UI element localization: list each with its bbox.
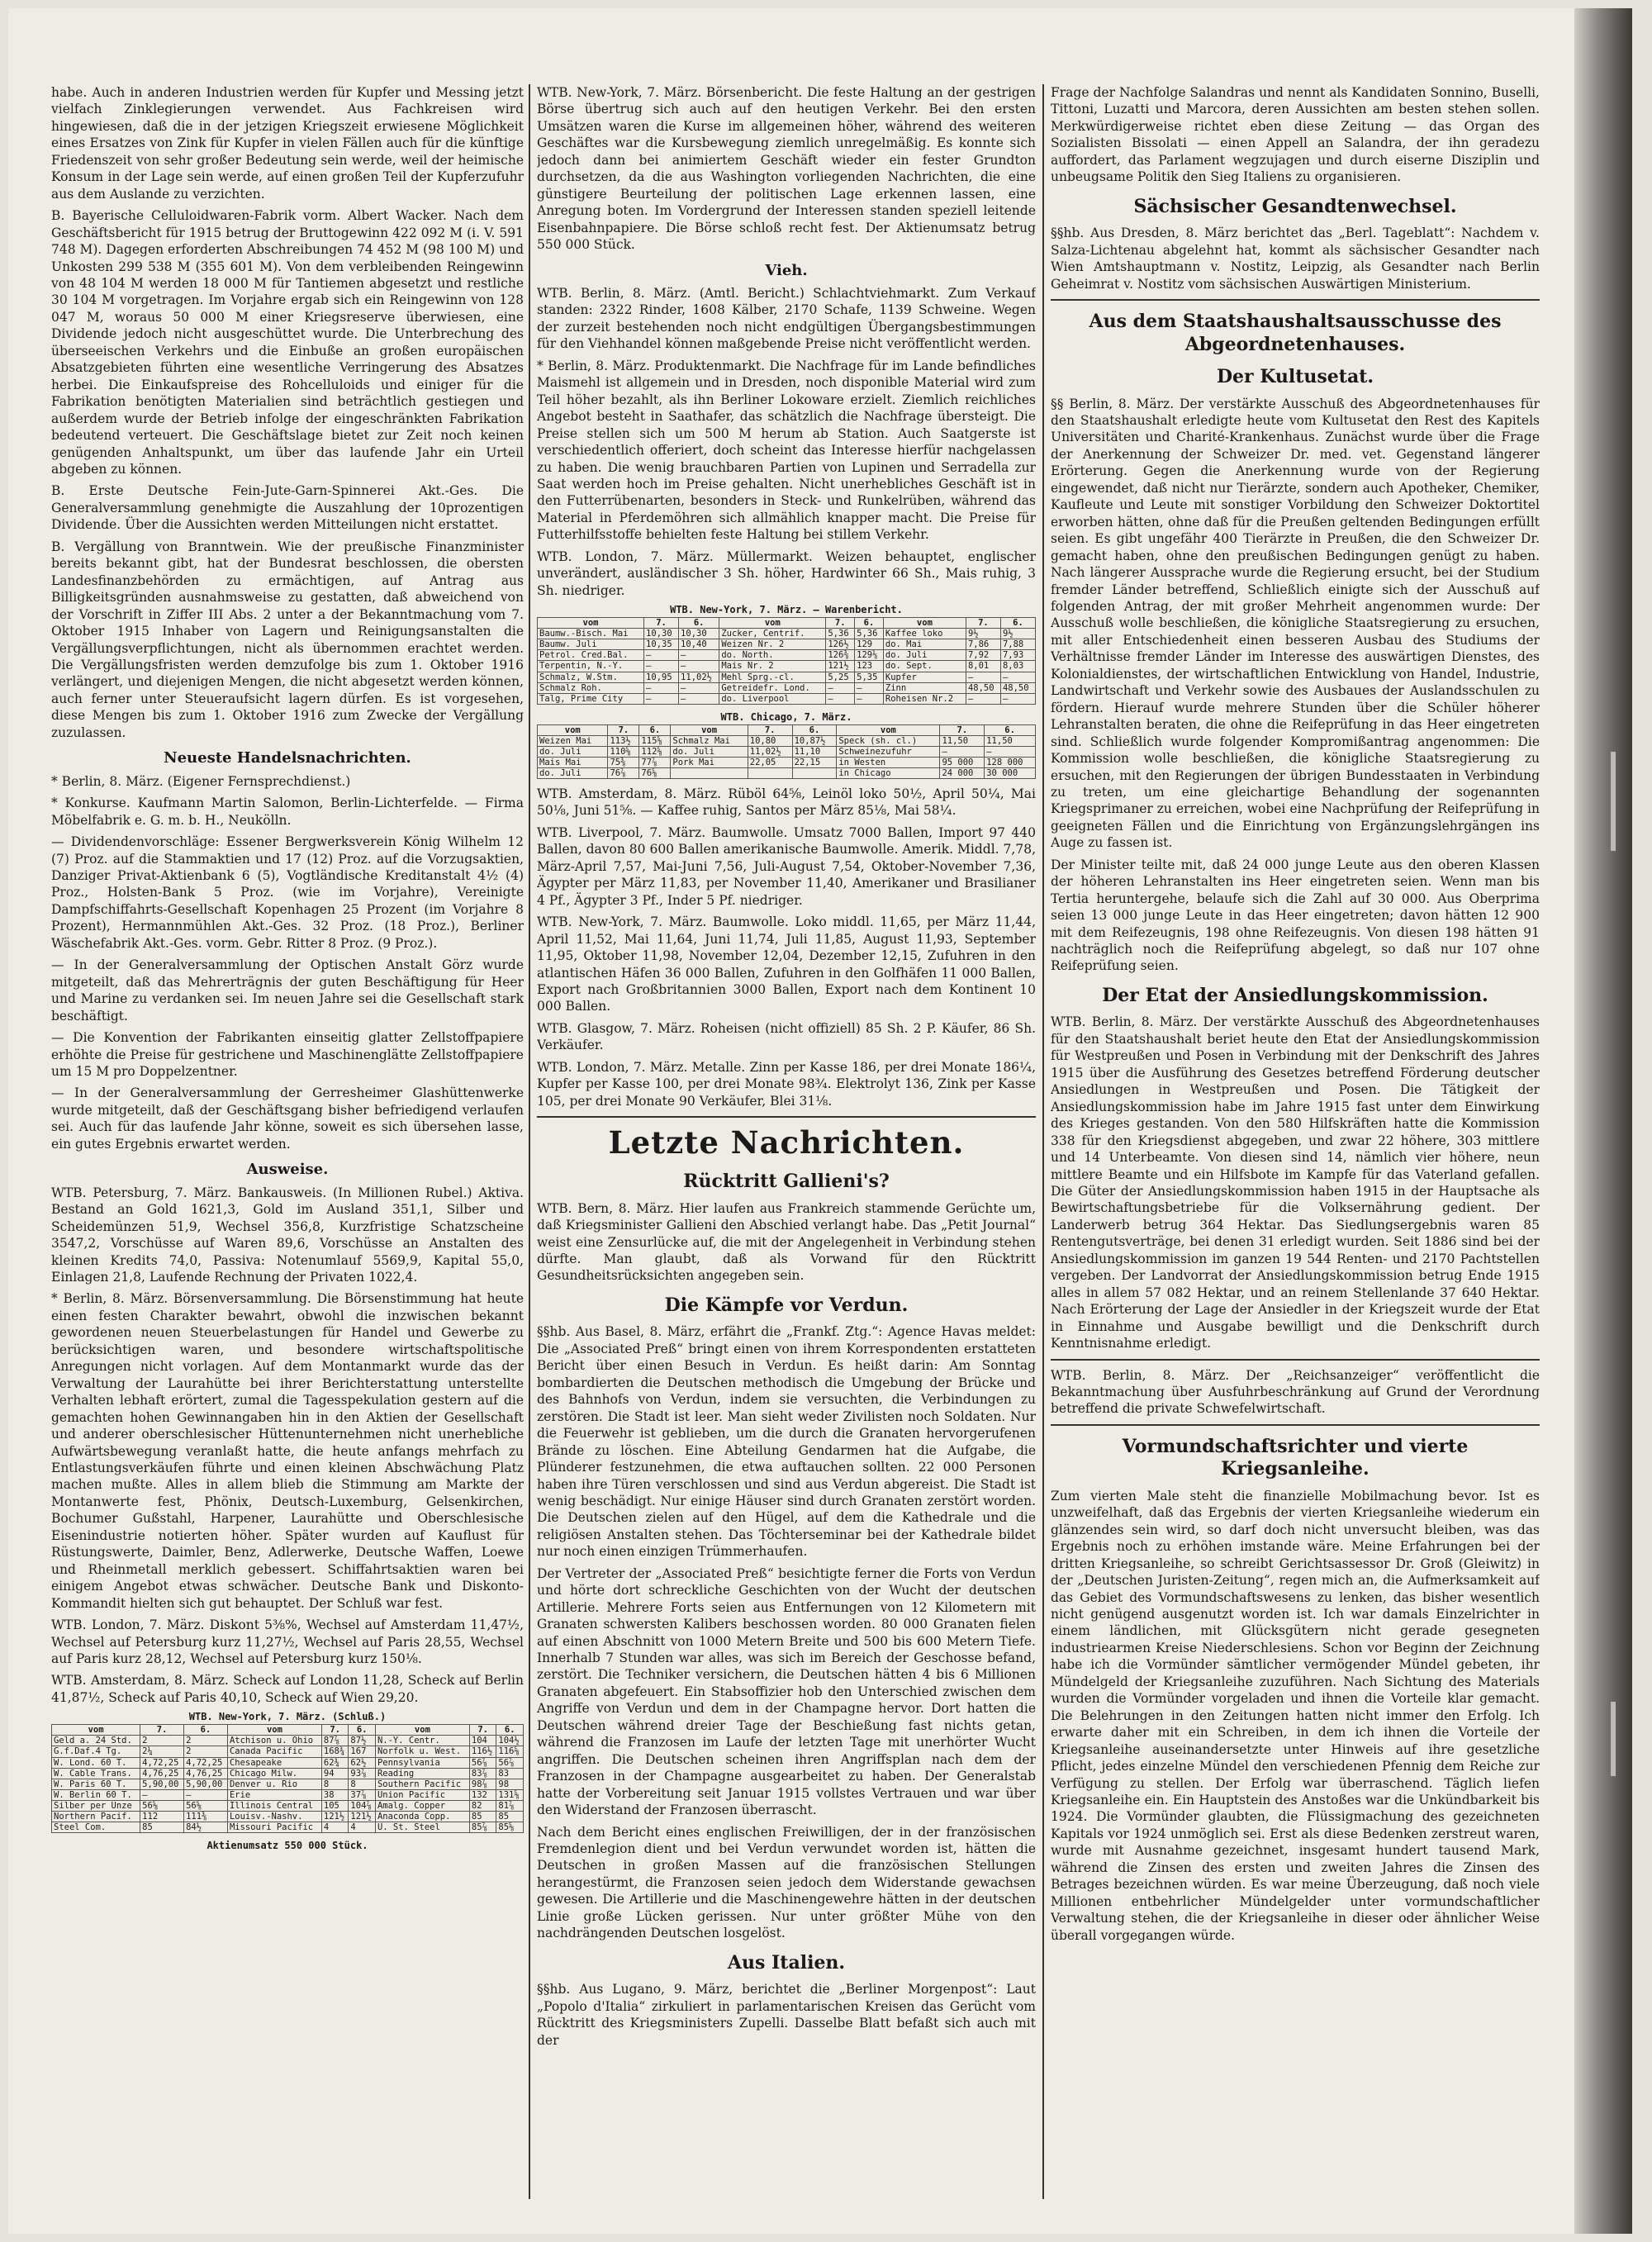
table-cell: — bbox=[644, 650, 679, 661]
page-edge-stripe bbox=[1611, 1702, 1616, 1776]
table-cell: Zinn bbox=[883, 682, 966, 693]
table-cell: 76⅝ bbox=[639, 767, 671, 778]
article-headline: Aus Italien. bbox=[727, 1951, 846, 1974]
table-cell: 5,36 bbox=[826, 629, 855, 639]
table-cell: 110⅝ bbox=[608, 746, 639, 757]
table-cell: Denver u. Rio bbox=[227, 1779, 321, 1789]
table-cell: Norfolk u. West. bbox=[375, 1746, 469, 1757]
table-row bbox=[52, 1757, 524, 1768]
table-cell: 7,88 bbox=[1000, 639, 1035, 650]
table-header-cell: 6. bbox=[496, 1725, 524, 1736]
article-paragraph: WTB. Petersburg, 7. März. Bankausweis. (In Millionen Rubel.) Aktiva. Bestand an Gold 1621,3, Gold im Ausland 351,1, Silber und Scheidemünzen 51,9, Wechsel 356,8, Kurzfristige Schatzscheine 3547,2, Vorschüsse auf Waren 89,6, Vorschüsse an Anstalten des kleinen Kredits 74,0, Passiva: Notenumlauf 5569,9, Kapital 55,0, Einlagen 21,8, Laufende Rechnung der Privaten 1022,4. bbox=[51, 1185, 524, 1285]
article-paragraph: Zum vierten Male steht die finanzielle Mobilmachung bevor. Ist es unzweifelhaft, daß das Ergebnis der vierten Kriegsanleihe wiederum ein glänzendes sein wird, so darf doch nicht unversucht bleiben, was das Ergebnis noch zu erhöhen imstande wäre. Meine Erfahrungen bei der dritten Kriegsanleihe, so schreibt Gerichtsassessor Dr. Groß (Gleiwitz) in der „Deutschen Juristen-Zeitung“, regen mich an, die Aufmerksamkeit auf das Gebiet des Vormundschaftswesens zu lenken, das bisher wesentlich nicht genügend ausgenutzt worden ist. Ich war damals Einzelrichter in einem ländlichen, mit Glücksgütern nicht gerade gesegneten industriearmen Kreise Niederschlesiens. Schon vor Beginn der Zeichnung habe ich die Vormünder sämtlicher vermögender Mündel gebeten, ihr Mündelgeld der Kriegsanleihe zuzuführen. Nach Sichtung des Materials wurden die Vormünder vorgeladen und ihnen die Vorteile klar gemacht. Die Belehrungen in den Zeitungen hatten nicht immer den Erfolg. Ich erwarte daher mit ein Schreiben, in dem ich ihnen die Vorteile der Kriegsanleihe auseinandersetzte unter Hinweis auf ihre gesetzliche Pflicht, jedes einzelne Mündel den verschiedenen Pfennig dem Reiche zur Verfügung zu stellen. Der Erfolg war überraschend. Täglich liefen Kriegsanleihe ein. Ein Hauptstein des Anstoßes war die Unkündbarkeit bis 1924. Die Vormünder glaubten, die Flüssigmachung des gezeichneten Kapitals vor 1924 unmöglich sei. Erst als diese Bedenken zerstreut waren, wurde mit Ausnahme gezeichnet, insgesamt hundert tausend Mark, während die Zinsen des ersten und zweiten Jahres die Zinsen des Betrages bezeichnen würden. Es war meine Überzeugung, daß noch viele Millionen entbehrlicher Mündelgelder unter vormundschaftlicher Verwaltung stehen, die der Kriegsanleihe in dieser oder ähnlicher Weise überall vorgegangen würde. bbox=[1051, 1488, 1540, 1943]
table-row bbox=[52, 1779, 524, 1789]
table-cell: 121½ bbox=[321, 1811, 349, 1822]
section-divider bbox=[1051, 1424, 1540, 1426]
article-paragraph: B. Erste Deutsche Fein-Jute-Garn-Spinnerei Akt.-Ges. Die Generalversammlung genehmigte die Auszahlung der 10prozentigen Dividende. Über die Aussichten werden Mitteilungen nicht erstattet. bbox=[51, 483, 524, 533]
table-cell: 105 bbox=[321, 1800, 349, 1811]
table-cell: Zucker, Centrif. bbox=[719, 629, 826, 639]
table-cell: do. Juli bbox=[538, 767, 608, 778]
table-cell: N.-Y. Centr. bbox=[375, 1736, 469, 1746]
table-cell: 24 000 bbox=[940, 767, 985, 778]
market-table bbox=[51, 1724, 524, 1833]
article-paragraph: — Dividendenvorschläge: Essener Bergwerksverein König Wilhelm 12 (7) Proz. auf die Stammaktien und 17 (12) Proz. auf die Vorzugsaktien, Danziger Privat-Aktienbank 6 (5), Vogtländische Kreditanstalt 4½ (4) Proz., Holsten-Bank 5 Proz. (wie im Vorjahre), Vereinigte Dampfschiffahrts-Gesellschaft Kopenhagen 25 Prozent (im Vorjahre 8 Prozent), Hermannmühlen Akt.-Ges. 32 Proz. (18 Proz.), Berliner Wäschefabrik Akt.-Ges. vorm. Gebr. Ritter 8 Proz. (9 Proz.). bbox=[51, 834, 524, 951]
table-cell: Mehl Sprg.-cl. bbox=[719, 672, 826, 682]
table-cell: 84½ bbox=[184, 1822, 228, 1832]
table-cell: 22,15 bbox=[792, 757, 837, 767]
article-paragraph: WTB. New-York, 7. März. Börsenbericht. Die feste Haltung an der gestrigen Börse übertrug sich auch auf den heutigen Verkehr. Bei den ersten Umsätzen waren die Kurse im allgemeinen höher, während des weiteren Geschäftes war die Kursbewegung ziemlich unregelmäßig. Es konnte sich jedoch dann bei animiertem Geschäft wieder ein fester Grundton durchsetzen, da die aus Washington vorliegenden Nachrichten, die eine günstigere Beurteilung der politischen Lage erkennen lassen, eine Anregung boten. Im Vordergrund der Interessen standen speziell leitende Eisenbahnpapiere. Die Börse schloß recht fest. Der Aktienumsatz betrug 550 000 Stück. bbox=[537, 85, 1036, 253]
table-row bbox=[52, 1789, 524, 1800]
table-cell: 128 000 bbox=[985, 757, 1036, 767]
table-header-cell: vom bbox=[227, 1725, 321, 1736]
table-cell: Mais Mai bbox=[538, 757, 608, 767]
table-cell: 10,30 bbox=[644, 629, 679, 639]
article-paragraph: WTB. Amsterdam, 8. März. Rüböl 64⅝, Leinöl loko 50½, April 50¼, Mai 50⅛, Juni 51⅝. — Kaffee ruhig, Santos per März 85⅛, Mai 58¼. bbox=[537, 786, 1036, 819]
table-cell: — bbox=[140, 1789, 184, 1800]
table-cell: 126⅜ bbox=[826, 650, 855, 661]
table-cell: 98⅞ bbox=[469, 1779, 496, 1789]
table-cell: in Chicago bbox=[837, 767, 940, 778]
table-cell: 82 bbox=[469, 1800, 496, 1811]
table-cell: — bbox=[644, 661, 679, 672]
table-cell: 7,93 bbox=[1000, 650, 1035, 661]
table-cell: 126½ bbox=[826, 639, 855, 650]
table-cell: Silber per Unze bbox=[52, 1800, 140, 1811]
table-cell: 11,10 bbox=[792, 746, 837, 757]
table-cell: 48,50 bbox=[966, 682, 1000, 693]
table-cell: 75⅜ bbox=[608, 757, 639, 767]
market-table-caption: WTB. New-York, 7. März. (Schluß.) bbox=[188, 1711, 387, 1723]
table-cell: 37⅞ bbox=[349, 1789, 376, 1800]
article-paragraph: WTB. Berlin, 8. März. (Amtl. Bericht.) Schlachtviehmarkt. Zum Verkauf standen: 2322 Rinder, 1608 Kälber, 2170 Schafe, 1139 Schweine. Wegen der zurzeit bestehenden noch nicht endgültigen Übergangsbestimmungen für den Viehhandel können maßgebende Preise nicht veröffentlicht werden. bbox=[537, 286, 1036, 352]
table-cell: 4 bbox=[321, 1822, 349, 1832]
article-headline: Die Kämpfe vor Verdun. bbox=[664, 1294, 909, 1316]
table-cell: 116⅝ bbox=[496, 1746, 524, 1757]
table-cell: — bbox=[855, 693, 884, 704]
table-header-cell: 6. bbox=[792, 724, 837, 735]
table-cell: 121½ bbox=[826, 661, 855, 672]
table-header-cell: 7. bbox=[966, 618, 1000, 629]
table-cell: Pennsylvania bbox=[375, 1757, 469, 1768]
table-cell: 38 bbox=[321, 1789, 349, 1800]
article-paragraph: WTB. London, 7. März. Metalle. Zinn per Kasse 186, per drei Monate 186¼, Kupfer per Kasse 100, per drei Monate 98¾. Elektrolyt 136, Zink per Kasse 105, per drei Monate 90 Verkäufer, Blei 31⅛. bbox=[537, 1059, 1036, 1109]
table-cell: 87½ bbox=[349, 1736, 376, 1746]
table-cell: 129⅛ bbox=[855, 650, 884, 661]
table-cell: 10,40 bbox=[679, 639, 719, 650]
table-cell: Schweinezufuhr bbox=[837, 746, 940, 757]
table-cell: 10,95 bbox=[644, 672, 679, 682]
table-cell: Northern Pacif. bbox=[52, 1811, 140, 1822]
table-row bbox=[538, 639, 1036, 650]
table-header-cell: 7. bbox=[748, 724, 792, 735]
table-cell: Southern Pacific bbox=[375, 1779, 469, 1789]
table-cell: 4,72,25 bbox=[184, 1757, 228, 1768]
table-cell: 9½ bbox=[1000, 629, 1035, 639]
table-header-cell: 6. bbox=[985, 724, 1036, 735]
table-cell: U. St. Steel bbox=[375, 1822, 469, 1832]
table-cell: — bbox=[679, 682, 719, 693]
table-cell: do. Liverpool bbox=[719, 693, 826, 704]
article-paragraph: * Berlin, 8. März. (Eigener Fernsprechdienst.) bbox=[51, 773, 351, 789]
table-cell: — bbox=[855, 682, 884, 693]
table-cell: — bbox=[940, 746, 985, 757]
table-cell: 85⅞ bbox=[469, 1822, 496, 1832]
table-cell: — bbox=[1000, 672, 1035, 682]
table-cell: Union Pacific bbox=[375, 1789, 469, 1800]
table-header-cell: 7. bbox=[140, 1725, 184, 1736]
table-cell: — bbox=[826, 693, 855, 704]
article-paragraph: WTB. Berlin, 8. März. Der „Reichsanzeiger“ veröffentlicht die Bekanntmachung über Ausfuhrbeschränkung auf Grund der Verordnung betreffend die private Schwefelwirtschaft. bbox=[1051, 1367, 1540, 1417]
article-paragraph: * Berlin, 8. März. Börsenversammlung. Die Börsenstimmung hat heute einen festen Charakter bewahrt, obwohl die inzwischen bekannt gewordenen neuen Steuerbelastungen für Handel und Gewerbe zu berücksichtigen waren, und besondere wirtschaftspolitische Anregungen nicht vorlagen. Auf dem Montanmarkt wurde das der Verwaltung der Laurahütte bei ihrer Berichterstattung unterstellte Verhalten lebhaft erörtert, zumal die Tagesspekulation gestern auf die gemachten hohen Gewinnangaben hin in den Aktien der Gesellschaft und anderer oberschlesischer Hüttenunternehmen nicht unerhebliche Aufwärtsbewegung veranlaßt hatte, die heute anfangs mehrfach zu Entlastungsverkäufen führte und einen kleinen Abschwächung Platz machen mußte. Alles in allem blieb die Stimmung am Markte der Montanwerte fest, Phönix, Deutsch-Luxemburg, Gelsenkirchen, Bochumer Gußstahl, Harpener, Laurahütte und Oberschlesische Eisenindustrie notierten höher. Später wurden auf Kauflust für Rüstungswerte, Daimler, Benz, Adlerwerke, Deutsche Waffen, Loewe und Rheinmetall merklich gebessert. Schiffahrtsaktien waren bei einigem Angebot etwas schwächer. Deutsche Bank und Diskonto-Kommandit hielten sich gut behauptet. Der Schluß war fest. bbox=[51, 1291, 524, 1611]
article-paragraph: WTB. Glasgow, 7. März. Roheisen (nicht offiziell) 85 Sh. 2 P. Käufer, 86 Sh. Verkäufer. bbox=[537, 1020, 1036, 1053]
article-headline: Rücktritt Gallieni's? bbox=[683, 1171, 890, 1193]
article-paragraph: Der Minister teilte mit, daß 24 000 junge Leute aus den oberen Klassen der höheren Lehranstalten ins Heer eingetreten seien. Wenn man bis Tertia heruntergehe, belaufe sich die Zahl auf 30 000. Aus Oberprima seien 13 000 junge Leute in das Heer eingetreten; davon hätten 12 900 mit dem Reifezeugnis, 198 ohne Reifezeugnis. Von diesen 198 hätten 91 nachträglich noch die Reifeprüfung abgelegt, so daß nur 107 ohne Reifeprüfung seien. bbox=[1051, 857, 1540, 974]
table-cell: do. Juli bbox=[883, 650, 966, 661]
article-paragraph: WTB. Amsterdam, 8. März. Scheck auf London 11,28, Scheck auf Berlin 41,87½, Scheck auf Paris 40,10, Scheck auf Wien 29,20. bbox=[51, 1673, 524, 1705]
table-row bbox=[52, 1736, 524, 1746]
table-cell: Speck (sh. cl.) bbox=[837, 735, 940, 746]
table-cell: 87⅞ bbox=[321, 1736, 349, 1746]
table-cell: Chesapeake bbox=[227, 1757, 321, 1768]
article-paragraph: Nach dem Bericht eines englischen Freiwilligen, der in der französischen Fremdenlegion dient und bei Verdun verwundet worden ist, hätten die Deutschen in großen Massen auf die französischen Stellungen herangestürmt, die Franzosen seien jedoch dem Widerstande gewachsen gewesen. Die Artillerie und die Maschinengewehre hätten in der deutschen Linie große Lücken gerissen. Nur unter größter Mühe von den nachdrängenden Deutschen losgelöst. bbox=[537, 1824, 1036, 1941]
column-left bbox=[51, 84, 524, 2203]
table-header-cell: vom bbox=[375, 1725, 469, 1736]
table-cell: 167 bbox=[349, 1746, 376, 1757]
table-header-cell: vom bbox=[52, 1725, 140, 1736]
market-table bbox=[537, 724, 1036, 779]
table-cell: 10,80 bbox=[748, 735, 792, 746]
table-cell: 62½ bbox=[349, 1757, 376, 1768]
article-paragraph: habe. Auch in anderen Industrien werden für Kupfer und Messing jetzt vielfach Zinklegierungen verwendet. Aus Fachkreisen wird hingewiesen, daß die in der jetzigen Kriegszeit erwiesene Möglichkeit eines Ersatzes von Zink für Kupfer in vielen Fällen auch für die künftige Friedenszeit von sehr großer Bedeutung sein werde, weil der heimische Konsum in der Lage sein werde, auf einen großen Teil der Kupferzufuhr aus dem Auslande zu verzichten. bbox=[51, 85, 524, 202]
market-table-caption: WTB. Chicago, 7. März. bbox=[720, 710, 852, 723]
table-cell: 112⅝ bbox=[639, 746, 671, 757]
table-cell bbox=[671, 767, 748, 778]
table-header-cell: vom bbox=[671, 724, 748, 735]
table-cell: in Westen bbox=[837, 757, 940, 767]
column-right bbox=[1051, 84, 1540, 2203]
table-row bbox=[538, 767, 1036, 778]
article-paragraph: * Berlin, 8. März. Produktenmarkt. Die Nachfrage für im Lande befindliches Maismehl ist allgemein und in Dresden, noch disponible Material wird zum Teil höher bezahlt, als ihn Berliner Lokoware erzielt. Ziemlich reichliches Angebot besteht in Saathafer, das schätzlich die Nachfrage übersteigt. Die Preise stellen sich um 500 M herum ab Station. Auch Saatgerste ist verschiedentlich offeriert, doch scheint das Interesse hierfür nachgelassen zu haben. Die wenig brauchbaren Partien von Lupinen und Serradella zur Saat werden hoch im Preise gehalten. Nicht unerhebliches Geschäft ist in den Futterrübenarten, besonders in Steck- und Runkelrüben, während das Material in Pferdemöhren sich allmählich knapper macht. Die Preise für Futterhilfsstoffe behielten feste Haltung bei stillem Verkehr. bbox=[537, 358, 1036, 543]
table-header-cell: 6. bbox=[679, 618, 719, 629]
table-cell: Louisv.-Nashv. bbox=[227, 1811, 321, 1822]
table-cell: do. North. bbox=[719, 650, 826, 661]
table-cell bbox=[792, 767, 837, 778]
table-cell: W. Berlin 60 T. bbox=[52, 1789, 140, 1800]
table-cell: — bbox=[644, 682, 679, 693]
table-cell: do. Juli bbox=[671, 746, 748, 757]
table-cell: — bbox=[826, 682, 855, 693]
table-cell: 116½ bbox=[469, 1746, 496, 1757]
table-cell: 22,05 bbox=[748, 757, 792, 767]
table-cell: Kaffee loko bbox=[883, 629, 966, 639]
table-cell: 104 bbox=[469, 1736, 496, 1746]
table-header-cell: vom bbox=[538, 724, 608, 735]
table-cell: 132 bbox=[469, 1789, 496, 1800]
section-heading: Neueste Handelsnachrichten. bbox=[164, 749, 411, 767]
table-cell: Geld a. 24 Std. bbox=[52, 1736, 140, 1746]
table-cell: 8 bbox=[321, 1779, 349, 1789]
table-cell: 81⅞ bbox=[496, 1800, 524, 1811]
table-cell: Roheisen Nr.2 bbox=[883, 693, 966, 704]
table-cell: Talg, Prime City bbox=[538, 693, 644, 704]
page-edge-stripe bbox=[1611, 752, 1616, 851]
table-cell: 8,03 bbox=[1000, 661, 1035, 672]
table-cell: 10,30 bbox=[679, 629, 719, 639]
table-cell: 4,76,25 bbox=[140, 1768, 184, 1779]
table-cell: Schmalz Mai bbox=[671, 735, 748, 746]
article-paragraph: WTB. London, 7. März. Diskont 5⅜%, Wechsel auf Amsterdam 11,47½, Wechsel auf Petersburg kurz 11,27½, Wechsel auf Paris 28,55, Wechsel auf Paris kurz 28,12, Wechsel auf Petersburg kurz 150⅛. bbox=[51, 1617, 524, 1666]
table-header-cell: 7. bbox=[644, 618, 679, 629]
table-header-cell: vom bbox=[837, 724, 940, 735]
table-cell: 98 bbox=[496, 1779, 524, 1789]
table-cell: 56⅞ bbox=[496, 1757, 524, 1768]
table-header-cell: vom bbox=[538, 618, 644, 629]
table-cell: 5,90,00 bbox=[140, 1779, 184, 1789]
table-cell: 11,50 bbox=[985, 735, 1036, 746]
market-table-caption: WTB. New-York, 7. März. — Warenbericht. bbox=[670, 604, 903, 616]
article-paragraph: — Die Konvention der Fabrikanten einseitig glatter Zellstoffpapiere erhöhte die Preise für gestrichene und Maschinenglätte Zellstoffpapiere um 15 M pro Doppelzentner. bbox=[51, 1030, 524, 1079]
table-row bbox=[538, 693, 1036, 704]
table-cell: 2 bbox=[184, 1736, 228, 1746]
table-cell: 115⅝ bbox=[639, 735, 671, 746]
article-headline: Sächsischer Gesandtenwechsel. bbox=[1133, 195, 1457, 217]
table-row bbox=[538, 672, 1036, 682]
table-header-cell: 7. bbox=[469, 1725, 496, 1736]
table-cell: Missouri Pacific bbox=[227, 1822, 321, 1832]
table-row bbox=[538, 757, 1036, 767]
table-cell: Getreidefr. Lond. bbox=[719, 682, 826, 693]
article-paragraph: — In der Generalversammlung der Gerresheimer Glashüttenwerke wurde mitgeteilt, daß der Geschäftsgang bisher befriedigend verlaufen sei. Auch für das laufende Jahr könne, soweit es sich übersehen lasse, ein gutes Ergebnis erwartet werden. bbox=[51, 1085, 524, 1152]
table-cell: do. Juli bbox=[538, 746, 608, 757]
article-headline: Aus dem Staatshaushaltsausschusse des Abgeordnetenhauses. bbox=[1089, 311, 1502, 355]
column-middle bbox=[537, 84, 1036, 2203]
article-paragraph: WTB. New-York, 7. März. Baumwolle. Loko middl. 11,65, per März 11,44, April 11,52, Mai 11,64, Juni 11,74, Juli 11,85, August 11,93, September 11,95, Oktober 11,98, November 12,04, Dezember 12,15, Zufuhren in den atlantischen Häfen 36 000 Ballen, Zufuhren in den Golfhäfen 11 000 Ballen, Export nach Großbritannien 3000 Ballen, Export nach dem Kontinent 10 000 Ballen. bbox=[537, 914, 1036, 1014]
table-cell: 11,02½ bbox=[748, 746, 792, 757]
column-rule bbox=[1042, 84, 1044, 2199]
table-cell: 56⅞ bbox=[469, 1757, 496, 1768]
table-cell: 168¾ bbox=[321, 1746, 349, 1757]
article-paragraph: WTB. Berlin, 8. März. Der verstärkte Ausschuß des Abgeordnetenhauses für den Staatshaushalt beriet heute den Etat der Ansiedlungskommission für Westpreußen und Posen in Verbindung mit der Denkschrift des Jahres 1915 über die Ausführung des Gesetzes betreffend Förderung deutscher Ansiedlungen in Westpreußen und Posen. Die Tätigkeit der Ansiedlungskommission habe im Jahre 1915 fast unter dem Einwirkung des Krieges gestanden. Von den 580 Hilfskräften hatte die Kommission 338 für den Kriegsdienst abgegeben, und zwar 22 höhere, 303 mittlere und 14 Unterbeamte. Von diesen sind 14, nämlich vier höhere, neun mittlere Beamte und ein Hilfsbote im Kampfe für das Vaterland gefallen. Die Güter der Ansiedlungskommission haben 1915 in der Hauptsache als Bewirtschaftungsbetriebe für die Volksernährung gedient. Der Landerwerb betrug 364 Hektar. Das Siedlungsergebnis waren 85 Rentengutsverträge, bei denen 31 erledigt wurden. Seit 1886 sind bei der Ansiedlungskommission im ganzen 19 544 Renten- und 2170 Pachtstellen vergeben. Der Landvorrat der Ansiedlungskommission betrug Ende 1915 alles in allem 57 082 Hektar, und an reinem Stellenlande 37 640 Hektar. Nach Erörterung der Lage der Ansiedler in der Kriegszeit wurde der Etat in Einnahme und Ausgabe bewilligt und die Denkschrift durch Kenntnisnahme erledigt. bbox=[1051, 1014, 1540, 1351]
table-cell: 4 bbox=[349, 1822, 376, 1832]
table-cell: 11,50 bbox=[940, 735, 985, 746]
table-cell: 62¾ bbox=[321, 1757, 349, 1768]
table-row bbox=[52, 1822, 524, 1832]
table-cell: Schmalz, W.Stm. bbox=[538, 672, 644, 682]
table-row bbox=[52, 1800, 524, 1811]
section-divider bbox=[1051, 299, 1540, 301]
article-paragraph: WTB. Liverpool, 7. März. Baumwolle. Umsatz 7000 Ballen, Import 97 440 Ballen, davon 80 600 Ballen amerikanische Baumwolle. Amerik. Middl. 7,78, März-April 7,57, Mai-Juni 7,56, Juli-August 7,54, Oktober-November 7,36, Ägypter per März 11,83, per November 11,40, Amerikaner und Brasilianer 4 Pf., Ägypter 3 Pf., Inder 5 Pf. niedriger. bbox=[537, 824, 1036, 908]
table-cell: 2 bbox=[140, 1736, 184, 1746]
table-cell: Kupfer bbox=[883, 672, 966, 682]
table-cell: — bbox=[184, 1789, 228, 1800]
table-cell: Baumw.-Bisch. Mai bbox=[538, 629, 644, 639]
section-divider bbox=[537, 1116, 1036, 1118]
table-cell: Petrol. Cred.Bal. bbox=[538, 650, 644, 661]
table-cell: Reading bbox=[375, 1768, 469, 1779]
table-header-cell: 6. bbox=[184, 1725, 228, 1736]
section-banner-title: Letzte Nachrichten. bbox=[608, 1124, 965, 1161]
table-header-cell: 7. bbox=[826, 618, 855, 629]
table-cell: 7,86 bbox=[966, 639, 1000, 650]
section-heading: Vieh. bbox=[765, 261, 808, 279]
table-header-cell: vom bbox=[883, 618, 966, 629]
table-cell: 8,01 bbox=[966, 661, 1000, 672]
table-cell: 5,36 bbox=[855, 629, 884, 639]
table-cell: Mais Nr. 2 bbox=[719, 661, 826, 672]
table-cell: 121½ bbox=[349, 1811, 376, 1822]
table-cell: — bbox=[1000, 693, 1035, 704]
table-cell: 85 bbox=[140, 1822, 184, 1832]
table-cell: — bbox=[679, 650, 719, 661]
table-cell: Weizen Mai bbox=[538, 735, 608, 746]
article-paragraph: B. Vergällung von Branntwein. Wie der preußische Finanzminister bereits bekannt gibt, hat der Bundesrat beschlossen, die obersten Landesfinanzbehörden zu ermächtigen, auf Antrag aus Billigkeitsgründen ausnahmsweise zu gestatten, daß abweichend von der Vorschrift in Ziffer III Abs. 2 unter a der Bekanntmachung vom 7. Oktober 1915 Inhaber von Lagern und Reinigungsanstalten die Vergällungsverpflichtungen, nicht als übernommen erachtet werden. Die Vergällungsfristen werden demzufolge bis zum 1. Oktober 1916 verlängert, und diejenigen Mengen, die nicht abgesetzt werden können, auch ferner unter Steueraufsicht lagern dürfen. Es ist vorgesehen, diese Mengen bis zum 1. Oktober 1916 zum Zwecke der Vergällung zuzulassen. bbox=[51, 539, 524, 740]
table-cell: Erie bbox=[227, 1789, 321, 1800]
table-cell: 112 bbox=[140, 1811, 184, 1822]
table-cell: Baumw. Juli bbox=[538, 639, 644, 650]
table-row bbox=[538, 735, 1036, 746]
table-cell: 76⅞ bbox=[608, 767, 639, 778]
table-cell: 111⅜ bbox=[184, 1811, 228, 1822]
table-cell: — bbox=[966, 672, 1000, 682]
table-cell: 104⅞ bbox=[349, 1800, 376, 1811]
table-cell: Canada Pacific bbox=[227, 1746, 321, 1757]
table-header-cell: 7. bbox=[321, 1725, 349, 1736]
article-paragraph: WTB. London, 7. März. Müllermarkt. Weizen behauptet, englischer unverändert, ausländischer 3 Sh. höher, Hardwinter 66 Sh., Mais ruhig, 3 Sh. niedriger. bbox=[537, 549, 1036, 598]
table-cell: do. Mai bbox=[883, 639, 966, 650]
table-cell: — bbox=[644, 693, 679, 704]
table-cell: 5,25 bbox=[826, 672, 855, 682]
article-headline: Der Kultusetat. bbox=[1216, 366, 1374, 388]
table-cell: 131⅝ bbox=[496, 1789, 524, 1800]
table-cell: 4,72,25 bbox=[140, 1757, 184, 1768]
table-cell: 83 bbox=[496, 1768, 524, 1779]
table-row bbox=[52, 1746, 524, 1757]
table-cell: 4,76,25 bbox=[184, 1768, 228, 1779]
table-cell: 94 bbox=[321, 1768, 349, 1779]
table-cell: 2¼ bbox=[140, 1746, 184, 1757]
article-headline: Der Etat der Ansiedlungskommission. bbox=[1102, 984, 1488, 1006]
table-cell: 11,02½ bbox=[679, 672, 719, 682]
article-paragraph: Der Vertreter der „Associated Preß“ besichtigte ferner die Forts von Verdun und hörte dort schreckliche Geschichten von der Wucht der deutschen Artillerie. Mehrere Forts seien aus Entfernungen von 12 Kilometern mit Granaten schwersten Kalibers beschossen worden. 80 000 Granaten fielen auf einen Abschnitt von 1000 Metern Breite und 500 bis 600 Metern Tiefe. Innerhalb 7 Stunden war alles, was sich im Bereich der Geschosse befand, zerstört. Die Techniker versichern, die Deutschen hätten 4 bis 6 Millionen Granaten abgefeuert. Ein Stabsoffizier hob den Unterschied zwischen dem Angriffe von Verdun und dem in der Champagne hervor. Dort hatten die Deutschen während dreier Tage der Beschießung fast nichts getan, während die Franzosen im Laufe der letzten Tage mit unerhörter Wucht angriffen. Die Deutschen scheinen ihren Angriffsplan nach dem der Franzosen in der Champagne ausgearbeitet zu haben. Der Generalstab hatte der Vorbereitung seit Januar 1915 vollstes Vertrauen und war über den Widerstand der Franzosen überrascht. bbox=[537, 1565, 1036, 1818]
table-cell: 77⅞ bbox=[639, 757, 671, 767]
table-cell: Atchison u. Ohio bbox=[227, 1736, 321, 1746]
table-row bbox=[538, 650, 1036, 661]
table-header-cell: 6. bbox=[639, 724, 671, 735]
table-cell: — bbox=[985, 746, 1036, 757]
table-cell: 85⅝ bbox=[496, 1822, 524, 1832]
table-row bbox=[538, 629, 1036, 639]
section-heading: Ausweise. bbox=[246, 1161, 329, 1179]
article-paragraph: B. Bayerische Celluloidwaren-Fabrik vorm. Albert Wacker. Nach dem Geschäftsbericht für 1915 betrug der Bruttogewinn 422 092 M (i. V. 591 748 M). Dagegen erforderten Abschreibungen 74 452 M (98 100 M) und Unkosten 299 538 M (355 601 M). Von dem verbleibenden Reingewinn von 48 104 M werden 18 000 M für Tantiemen abgesetzt und restliche 30 104 M vorgetragen. Im Vorjahre ergab sich ein Reingewinn von 128 047 M, woraus 50 000 M einer Kriegsreserve überwiesen, eine Dividende jedoch nicht ausgeschüttet wurde. Die Unterbrechung des überseeischen Verkehrs und die Einbuße an großen europäischen Absatzgebieten führten eine wesentliche Verringerung des Absatzes herbei. Die Einkaufspreise des Rohcelluloids und einiger für die Fabrikation benötigten Materialien sind beträchtlich gestiegen und außerdem wurde der Betrieb infolge der eingeschränkten Fabrikation bedeutend verteuert. Die Geschäftslage bietet zur Zeit noch keinen genügenden Anhaltspunkt, um über das laufende Jahr ein Urteil abgeben zu können. bbox=[51, 208, 524, 477]
table-cell: 113½ bbox=[608, 735, 639, 746]
table-cell: 85 bbox=[496, 1811, 524, 1822]
table-cell: 95 000 bbox=[940, 757, 985, 767]
table-cell: Schmalz Roh. bbox=[538, 682, 644, 693]
table-cell: 93⅞ bbox=[349, 1768, 376, 1779]
table-cell: 5,90,00 bbox=[184, 1779, 228, 1789]
table-cell: 83⅞ bbox=[469, 1768, 496, 1779]
table-cell: G.f.Daf.4 Tg. bbox=[52, 1746, 140, 1757]
article-paragraph: — In der Generalversammlung der Optischen Anstalt Görz wurde mitgeteilt, daß das Mehrerträgnis der guten Beschäftigung für Heer und Marine zu verdanken sei. Im neuen Jahre sei die Gesellschaft stark beschäftigt. bbox=[51, 957, 524, 1024]
article-paragraph: * Konkurse. Kaufmann Martin Salomon, Berlin-Lichterfelde. — Firma Möbelfabrik e. G. m. b. H., Neukölln. bbox=[51, 796, 524, 828]
article-paragraph: §§hb. Aus Lugano, 9. März, berichtet die „Berliner Morgenpost“: Laut „Popolo d'Italia“ zirkuliert in parlamentarischen Kreisen das Gerücht vom Rücktritt des Kriegsministers Zupelli. Dasselbe Blatt befaßt sich auch mit der bbox=[537, 1982, 1036, 2048]
table-cell: 104½ bbox=[496, 1736, 524, 1746]
table-cell: W. Lond. 60 T. bbox=[52, 1757, 140, 1768]
table-cell: 10,35 bbox=[644, 639, 679, 650]
table-header-cell: 7. bbox=[608, 724, 639, 735]
page-edge bbox=[1574, 8, 1632, 2234]
table-cell: Illinois Central bbox=[227, 1800, 321, 1811]
table-row bbox=[52, 1768, 524, 1779]
table-cell: — bbox=[679, 661, 719, 672]
table-cell: Terpentin, N.-Y. bbox=[538, 661, 644, 672]
table-cell: Chicago Milw. bbox=[227, 1768, 321, 1779]
section-divider bbox=[1051, 1359, 1540, 1361]
table-cell: do. Sept. bbox=[883, 661, 966, 672]
table-cell: 8 bbox=[349, 1779, 376, 1789]
table-cell: 56⅝ bbox=[140, 1800, 184, 1811]
table-cell: Steel Com. bbox=[52, 1822, 140, 1832]
table-cell: Weizen Nr. 2 bbox=[719, 639, 826, 650]
table-row bbox=[52, 1811, 524, 1822]
table-cell: 85 bbox=[469, 1811, 496, 1822]
table-header-cell: 6. bbox=[1000, 618, 1035, 629]
table-row bbox=[538, 661, 1036, 672]
table-header-cell: 6. bbox=[855, 618, 884, 629]
article-paragraph: WTB. Bern, 8. März. Hier laufen aus Frankreich stammende Gerüchte um, daß Kriegsminister Gallieni den Abschied verlangt habe. Das „Petit Journal“ weist eine Zensurlücke auf, die mit der Angelegenheit in Verbindung stehen dürfte. Man glaubt, daß als Vorwand für den Rücktritt Gesundheitsrücksichten angegeben sein. bbox=[537, 1200, 1036, 1284]
table-cell: 5,35 bbox=[855, 672, 884, 682]
table-cell bbox=[748, 767, 792, 778]
table-cell: 10,87½ bbox=[792, 735, 837, 746]
article-paragraph: §§hb. Aus Basel, 8. März, erfährt die „Frankf. Ztg.“: Agence Havas meldet: Die „Associated Preß“ bringt einen von ihrem Korrespondenten erstatteten Bericht über einen Besuch in Verdun. Es heißt darin: Am Sonntag bombardierten die Deutschen methodisch die Umgebung der Brücke und des Bahnhofs von Verdun, indem sie versuchten, die Verbindungen zu zerstören. Die Stadt ist leer. Man sieht weder Zivilisten noch Soldaten. Nur die Feuerwehr ist geblieben, um die durch die Granaten hervorgerufenen Brände zu löschen. Eine Abteilung Gendarmen hat die Aufgabe, die Plünderer festzunehmen, die etwa auftauchen sollten. 22 000 Personen haben ihre Türen verschlossen und sind aus Verdun abgereist. Die Stadt ist wenig beschädigt. Nur einige Häuser sind durch Granaten zerstört worden. Die Deutschen zielen auf den Hügel, auf dem die Kathedrale und die religiösen Anstalten stehen. Das Töchterseminar bei der Kathedrale bildet nur noch einen einzigen Trümmerhaufen. bbox=[537, 1324, 1036, 1560]
table-cell: 123 bbox=[855, 661, 884, 672]
table-cell: 48,50 bbox=[1000, 682, 1035, 693]
table-cell: 30 000 bbox=[985, 767, 1036, 778]
table-header-cell: 7. bbox=[940, 724, 985, 735]
newspaper-page bbox=[8, 8, 1632, 2234]
market-table-footer: Aktienumsatz 550 000 Stück. bbox=[206, 1839, 368, 1851]
table-cell: 9½ bbox=[966, 629, 1000, 639]
table-cell: Amalg. Copper bbox=[375, 1800, 469, 1811]
table-cell: — bbox=[679, 693, 719, 704]
table-cell: Pork Mai bbox=[671, 757, 748, 767]
table-header-cell: 6. bbox=[349, 1725, 376, 1736]
article-headline: Vormundschaftsrichter und vierte Kriegsanleihe. bbox=[1122, 1435, 1469, 1480]
table-row bbox=[538, 746, 1036, 757]
table-cell: 2 bbox=[184, 1746, 228, 1757]
table-cell: Anaconda Copp. bbox=[375, 1811, 469, 1822]
table-cell: 129 bbox=[855, 639, 884, 650]
article-paragraph: §§ Berlin, 8. März. Der verstärkte Ausschuß des Abgeordnetenhauses für den Staatshaushalt erledigte heute vom Kultusetat den Rest des Kapitels Universitäten und Charité-Krankenhaus. Zunächst wurde über die Frage der Anerkennung der Schweizer Dr. med. vet. Gegenstand längerer Erörterung. Gegen die Anerkennung wurde von der Regierung eingewendet, daß nicht nur Tierärzte, sondern auch Apotheker, Chemiker, Kaufleute und Leute mit sonstiger Vorbildung den Schweizer Doktortitel erworben hätten, ohne daß für die Preußen geltenden Bedingungen erfüllt seien. Es gibt ungefähr 400 Tierärzte in Preußen, die den Schweizer Dr. gemacht haben, ohne den preußischen Bedingungen genügt zu haben. Nach längerer Aussprache wurde die Regierung ersucht, bei der Studium fremder Länder betreffend, Schließlich einigte sich der Ausschuß auf folgenden Antrag, der mit großer Mehrheit angenommen wurde: Der Ausschuß wolle beschließen, die königliche Staatsregierung zu ersuchen, mit aller Entschiedenheit einen besseren Ausbau des Studiums der Verhältnisse fremder Länder im Interesse des auswärtigen Dienstes, des Kolonialdienstes, der wirtschaftlichen Entwicklung von Handel, Industrie, Landwirtschaft und Verkehr sowie des Ausbaues der Auslandsschulen zu fördern. Hierauf wurde mehrere Stunden über die Schüler höherer Lehranstalten beraten, die ohne die Reifeprüfung in das Heer eingetreten sind. Schließlich wurde folgender Kompromißantrag angenommen: Die Kommission wolle beschließen, die königliche Staatsregierung zu ersuchen, mit den Regierungen der übrigen Bundesstaaten in Verbindung zu treten, um eine gleichartige Behandlung der sogenannten Kriegsprimaner zu erreichen, wobei eine Nachprüfung der Reifeprüfung in geeigneten Fällen und die Einrichtung von Ergänzungslehrgängen ins Auge zu fassen ist. bbox=[1051, 396, 1540, 851]
table-cell: — bbox=[966, 693, 1000, 704]
article-paragraph: §§hb. Aus Dresden, 8. März berichtet das „Berl. Tageblatt“: Nachdem v. Salza-Lichtenau abgelehnt hat, kommt als sächsischer Gesandter nach Wien Amtshauptmann v. Nostitz, Leipzig, als Gesandter nach Berlin Geheimrat v. Nostitz vom sächsischen Auswärtigen Ministerium. bbox=[1051, 226, 1540, 292]
table-cell: W. Cable Trans. bbox=[52, 1768, 140, 1779]
table-row bbox=[538, 682, 1036, 693]
market-table bbox=[537, 617, 1036, 705]
table-cell: W. Paris 60 T. bbox=[52, 1779, 140, 1789]
article-paragraph: Frage der Nachfolge Salandras und nennt als Kandidaten Sonnino, Buselli, Tittoni, Luzatti und Marcora, deren Aussichten am besten stehen sollen. Merkwürdigerweise richtet eben diese Zeitung — das Organ des Sozialisten Bissolati — einen Appell an Salandra, der ihn geradezu auffordert, das Parlament wegzujagen und durch eiserne Disziplin und unbeugsame Politik den Sieg Italiens zu organisieren. bbox=[1051, 85, 1540, 185]
table-cell: 7,92 bbox=[966, 650, 1000, 661]
table-cell: 56⅝ bbox=[184, 1800, 228, 1811]
table-header-cell: vom bbox=[719, 618, 826, 629]
column-rule bbox=[529, 84, 530, 2199]
